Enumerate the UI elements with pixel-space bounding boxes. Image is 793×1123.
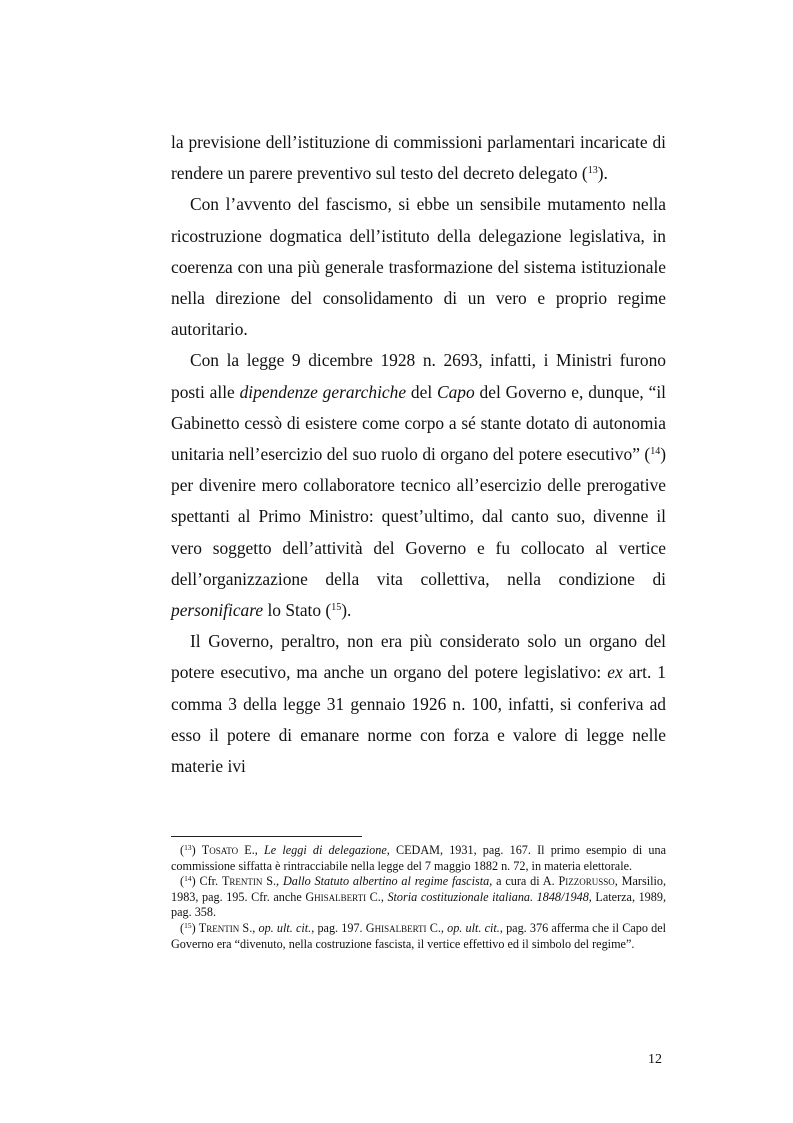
paragraph-1-end: ). [597,163,608,184]
footnote-14-author-3: Ghisalberti [305,889,367,904]
footnote-15-text-b: , pag. 197. [311,920,366,935]
footnote-14: ($^{14}$) Cfr. Trentin S., Dallo Statuto albertino al regime fascista, a cura di A. Pizzorusso, Marsilio, 1983, pag. 195. Cfr. anche Ghisalberti C., Storia costituzionale italiana. 1848/1948, Laterza, 1989, pag. 358. [171,874,667,920]
footnote-ref-13: 13 [587,165,598,177]
footnote-ref-14: 14 [650,446,661,458]
paragraph-3-text-b: del [406,381,437,402]
footnote-15-citation-2: op. ult. cit. [447,920,500,935]
footnote-15-author-1: Trentin [198,920,240,935]
footnote-14-author-1: Trentin [221,874,263,889]
paragraph-4-text-b: art. 1 comma 3 della legge 31 gennaio 1926 n. 100, infatti, si conferiva ad esso il potere di emanare norme con forza e valore di legge nelle materie ivi [171,662,666,777]
main-text [171,127,666,782]
footnote-14-text-d: , Marsilio, 1983, pag. 195. Cfr. anche [171,874,667,904]
paragraph-3-italic-3: personificare [171,600,264,621]
footnote-14-text-c: , a cura di A. [489,874,559,889]
footnote-15-citation-1: op. ult. cit. [258,920,312,935]
footnote-15-text-a: S., [239,920,259,935]
footnote-15-number: 15 [184,920,192,930]
page-number: 12 [648,1052,662,1067]
paragraph-4-italic-1: ex [607,662,623,683]
paragraph-4-text-a: Il Governo, peraltro, non era più considerato solo un organo del potere esecutivo, ma anche un organo del potere legislativo: [171,631,666,683]
footnote-separator [171,836,362,837]
footnote-15: ($^{15}$) Trentin S., op. ult. cit., pag. 197. Ghisalberti C., op. ult. cit., pag. 376 afferma che il Capo del Governo era “divenuto, nella costruzione fascista, il vertice effettivo ed il simbolo del regime”. [171,920,666,951]
paragraph-3-text-f: ). [341,600,352,621]
footnote-14-title-2: Storia costituzionale italiana. 1848/1948 [387,889,589,904]
footnote-14-title-1: Dallo Statuto albertino al regime fascista [282,874,490,889]
footnote-ref-15: 15 [331,602,342,614]
footnote-15-author-2: Ghisalberti [365,920,427,935]
footnote-13-text-a: E., [238,843,264,857]
paragraph-3-text-d: ) per divenire mero collaboratore tecnico all’esercizio delle prerogative spettanti al Primo Ministro: quest’ultimo, dal canto suo, divenne il vero soggetto dell’attività del Governo e fu collocato al vertice dell’organizzazione della vita collettiva, nella condizione di [171,444,666,589]
paragraph-3-italic-1: dipendenze gerarchiche [239,381,407,402]
paragraph-4 [171,626,666,782]
footnote-13-title: Le leggi di delegazione [263,843,387,857]
paragraph-3 [171,345,666,626]
footnote-13-number: 13 [184,843,192,852]
footnote-15-text-c: C., [426,920,448,935]
footnote-13: ($^{13}$) Tosato E., Le leggi di delegazione, CEDAM, 1931, pag. 167. Il primo esempio di una commissione siffatta è rintracciabile nella legge del 7 maggio 1882 n. 72, in materia elettorale. [171,843,667,873]
footnote-14-author-2: Pizzorusso [558,874,615,889]
footnote-14-text-f: , Laterza, 1989, pag. 358. [171,889,666,920]
footnote-15-text-d: , pag. 376 afferma che il Capo del Governo era “divenuto, nella costruzione fascista, il vertice effettivo ed il simbolo del regime”. [171,920,666,951]
paragraph-3-text-c: del Governo e, dunque, “il Gabinetto cessò di esistere come corpo a sé stante dotato di autonomia unitaria nell’esercizio del suo ruolo di organo del potere esecutivo” ( [171,381,666,465]
footnotes [171,843,666,952]
paragraph-1-text: la previsione dell’istituzione di commissioni parlamentari incaricate di rendere un parere preventivo sul testo del decreto delegato ( [171,132,666,184]
footnote-14-text-b: S., [262,874,283,889]
footnote-14-text-e: C., [366,889,388,904]
paragraph-3-text-e: lo Stato ( [263,600,332,621]
paragraph-1 [171,127,666,189]
paragraph-2 [171,189,666,345]
footnote-13-author: Tosato [201,843,239,857]
footnote-14-text-a: Cfr. [199,874,222,889]
paragraph-3-text-a: Con la legge 9 dicembre 1928 n. 2693, infatti, i Ministri furono posti alle [171,350,666,402]
footnote-13-text-b: , CEDAM, 1931, pag. 167. Il primo esempio di una commissione siffatta è rintracciabile nella legge del 7 maggio 1882 n. 72, in materia elettorale. [171,843,667,873]
footnote-14-number: 14 [184,874,192,884]
paragraph-2-text: Con l’avvento del fascismo, si ebbe un sensibile mutamento nella ricostruzione dogmatica dell’istituto della delegazione legislativa, in coerenza con una più generale trasformazione del sistema istituzionale nella direzione del consolidamento di un vero e proprio regime autoritario. [171,194,666,340]
paragraph-3-italic-2: Capo [437,381,475,402]
